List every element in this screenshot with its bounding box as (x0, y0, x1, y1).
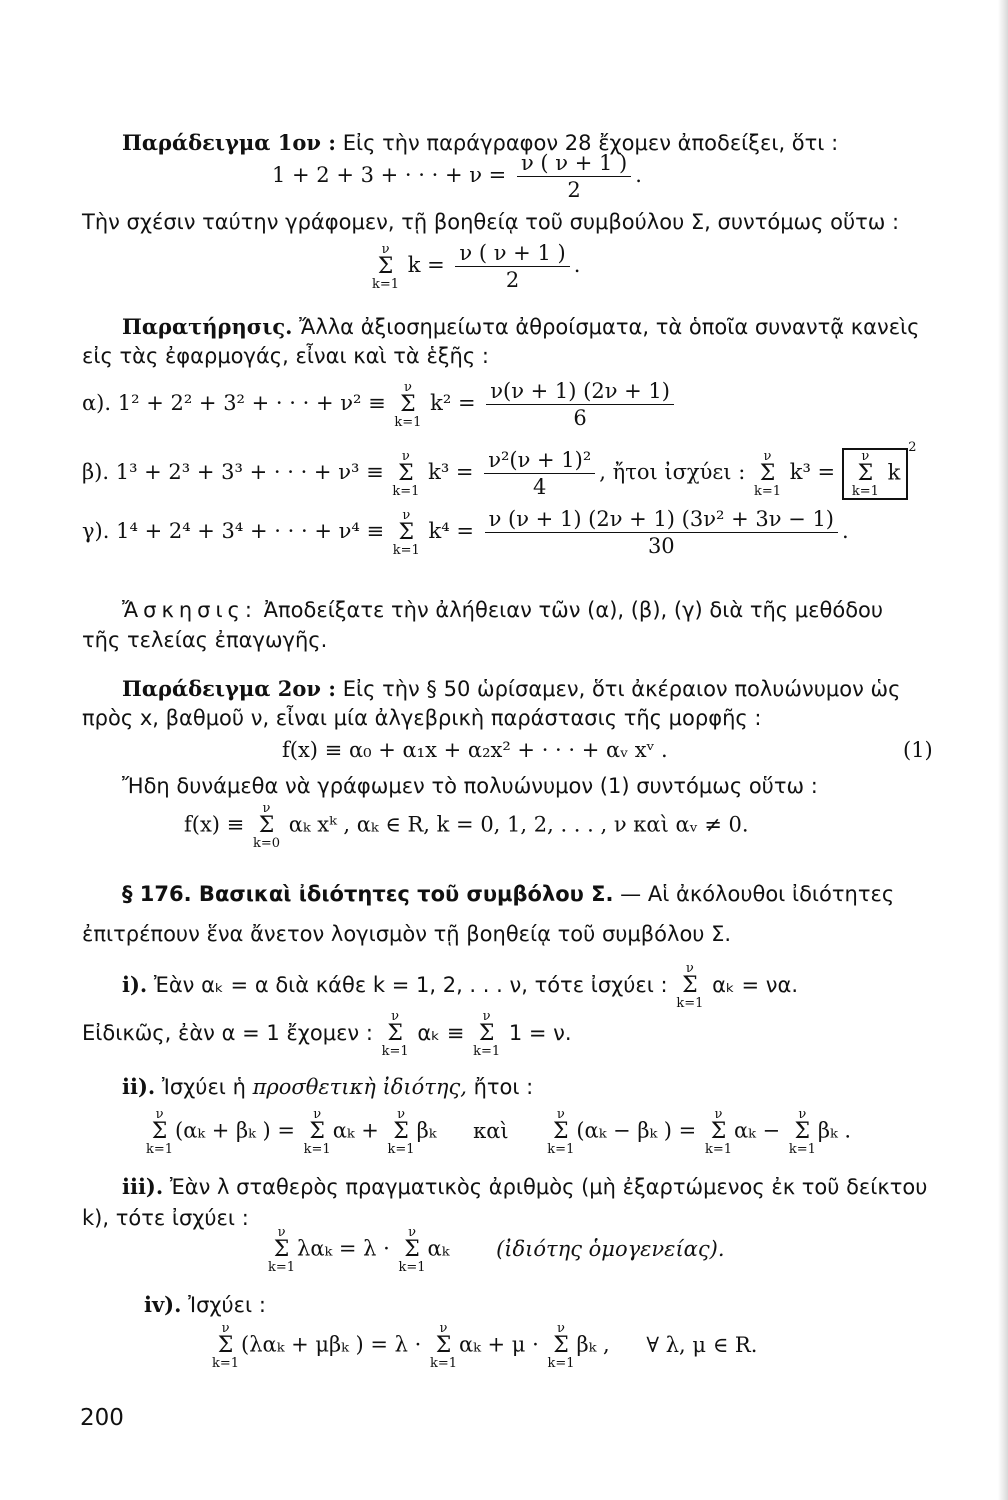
sigma-symbol: ν Σ k=1 (547, 1107, 575, 1157)
section-title: § 176. Βασικαὶ ἰδιότητες τοῦ συμβόλου Σ. (122, 882, 614, 906)
sigma-symbol: ν Σ k=1 (303, 1107, 331, 1157)
page-edge-shadow (998, 0, 1008, 1500)
remark-label: Παρατήρησις. (122, 314, 293, 339)
formula-lhs: 1 + 2 + 3 + · · · + ν = (272, 163, 507, 187)
sigma-symbol: ν Σ k=1 (387, 1107, 415, 1157)
linearity-formula: ν Σ k=1 (λαₖ + μβₖ ) = λ · ν Σ k=1 αₖ + μ · ν Σ k=1 βₖ , ∀ λ, μ ∈ R. (212, 1321, 758, 1371)
property-iii-line-1: iii). Ἐὰν λ σταθερὸς πραγματικὸς ἀριθμὸς (μὴ ἐξαρτώμενος ἐκ τοῦ δείκτου (122, 1174, 928, 1199)
square-bracket: ν Σ k=1 k (842, 448, 908, 500)
sigma-symbol: ν Σ k=1 (788, 1107, 816, 1157)
formula-beta: β). 1³ + 2³ + 3³ + · · · + ν³ ≡ ν Σ k=1 k³ = $\frac{\text{ν²(ν + 1)²}}{4}$ , ἤτοι ἰσχύει : ν Σ k=1 k³ = ν Σ k=1 $k^2$ (82, 440, 917, 499)
formula-alpha: α). 1² + 2² + 3² + · · · + ν² ≡ ν Σ k=1 k² = $\frac{\nu(\nu + 1) (2\nu + 1)}{6}$ (82, 378, 678, 431)
sigma-symbol: ν Σ k=1 (398, 1225, 426, 1275)
sigma-symbol: ν Σ k=1 (394, 379, 422, 430)
section-line-2: ἐπιτρέπουν ἕνα ἄνετον λογισμὸν τῇ βοηθείᾳ τοῦ συμβόλου Σ. (82, 922, 732, 946)
example-2-line-1: Παράδειγμα 2ον : Εἰς τὴν § 50 ὡρίσαμεν, ὅτι ἀκέραιον πολυώνυμον ὡς (122, 676, 901, 701)
property-ii: ii). Ἰσχύει ἡ προσθετικὴ ἰδιότης, ἤτοι : (122, 1074, 534, 1099)
sigma-symbol: ν Σ k=1 (473, 1009, 501, 1059)
exercise-line-2: τῆς τελείας ἐπαγωγῆς. (82, 628, 328, 652)
fraction: $\frac{\text{ν²(ν + 1)²}}{4}$ (484, 447, 595, 500)
remark-line-2: εἰς τὰς ἐφαρμογάς, εἶναι καὶ τὰ ἑξῆς : (82, 344, 489, 368)
fraction: $\frac{\nu ( \nu + 1 )}{2}$ (455, 240, 569, 293)
sigma-symbol: ν Σ k=1 (381, 1009, 409, 1059)
formula-gamma: γ). 1⁴ + 2⁴ + 3⁴ + · · · + ν⁴ ≡ ν Σ k=1 k⁴ = $\frac{\text{ν (ν + 1) (2ν + 1) (3ν² + 3ν − 1)}}{30}$ . (82, 507, 849, 558)
homogeneity-formula: ν Σ k=1 λαₖ = λ · ν Σ k=1 αₖ (ἰδιότης ὁμογενείας). (268, 1225, 725, 1275)
polynomial-formula: f(x) ≡ α₀ + α₁x + α₂x² + · · · + αᵥ xᵛ . (282, 738, 668, 762)
sigma-symbol: ν Σ k=1 (753, 448, 782, 499)
example-2-line-2: πρὸς x, βαθμοῦ ν, εἶναι μία ἀλγεβρικὴ παράστασις τῆς μορφῆς : (82, 706, 762, 730)
exercise-line-1: Ἄσκησις: Ἀποδείξατε τὴν ἀλήθειαν τῶν (α), (β), (γ) διὰ τῆς μεθόδου (122, 598, 884, 622)
sigma-symbol: ν Σ k=1 (429, 1321, 457, 1371)
fraction: $\frac{\nu(\nu + 1) (2\nu + 1)}{6}$ (486, 378, 674, 431)
example-2-label: Παράδειγμα 2ον : (122, 676, 337, 701)
special-case: Εἰδικῶς, ἐὰν α = 1 ἔχομεν : ν Σ k=1 αₖ ≡ ν Σ k=1 1 = ν. (82, 1009, 572, 1059)
numerator: ν ( ν + 1 ) (517, 150, 631, 177)
section-heading-line: § 176. Βασικαὶ ἰδιότητες τοῦ συμβόλου Σ. — Αἱ ἀκόλουθοι ἰδιότητες (122, 882, 895, 906)
sigma-symbol: ν Σ k=1 (392, 507, 420, 558)
fraction (517, 150, 631, 203)
sigma-symbol: ν Σ k=1 (372, 241, 400, 292)
denominator: 2 (567, 178, 581, 202)
sigma-symbol: ν Σ k=1 (851, 448, 879, 499)
relation-text: Τὴν σχέσιν ταύτην γράφομεν, τῇ βοηθείᾳ τοῦ συμβούλου Σ, συντόμως οὕτω : (82, 210, 900, 234)
exercise-label: Ἄσκησις: (122, 598, 257, 622)
sigma-symbol: ν Σ k=1 (212, 1321, 240, 1371)
page-number: 200 (80, 1405, 124, 1431)
fraction: $\frac{\text{ν (ν + 1) (2ν + 1) (3ν² + 3ν − 1)}}{30}$ (485, 506, 838, 559)
property-i: i). Ἐὰν αₖ = α διὰ κάθε k = 1, 2, . . . ν, τότε ἰσχύει : ν Σ k=1 αₖ = να. (122, 961, 799, 1011)
formula-lhs: 1² + 2² + 3² + · · · + ν² ≡ (117, 391, 386, 415)
remark-line-1: Παρατήρησις. Ἄλλα ἀξιοσημείωτα ἀθροίσματα, τὰ ὁποῖα συναντᾷ κανεὶς (122, 314, 920, 339)
sum-formula: ν Σ k=1 k = $\frac{\nu ( \nu + 1 )}{2}$ . (372, 241, 581, 292)
property-iv: iv). Ἰσχύει : (144, 1292, 266, 1317)
sigma-symbol: ν Σ k=1 (704, 1107, 732, 1157)
formula-label: α). (82, 391, 112, 415)
additive-formula: ν Σ k=1 (αₖ + βₖ ) = ν Σ k=1 αₖ + ν Σ k=1 βₖ καὶ ν Σ k=1 (αₖ − βₖ ) = ν Σ k=1 αₖ − ν Σ k=1 βₖ . (146, 1107, 852, 1157)
sigma-symbol: ν Σ k=1 (392, 448, 420, 499)
sigma-symbol: ν Σ k=1 (676, 961, 704, 1011)
example-2-line-3: Ἤδη δυνάμεθα νὰ γράφωμεν τὸ πολυώνυμον (1) συντόμως οὕτω : (122, 774, 818, 798)
sigma-symbol: ν Σ k=1 (268, 1225, 296, 1275)
example-1-formula: 1 + 2 + 3 + · · · + ν = $\frac{\nu ( \nu + 1 )}{2}$ . (272, 151, 642, 202)
sigma-symbol: ν Σ k=1 (146, 1107, 174, 1157)
sigma-symbol: ν Σ k=0 (252, 801, 281, 851)
property-iii-line-2: k), τότε ἰσχύει : (82, 1206, 249, 1230)
exponent: 2 (908, 440, 917, 455)
equation-number: (1) (903, 738, 933, 762)
polynomial-sum-formula: f(x) ≡ ν Σ k=0 αₖ xᵏ , αₖ ∈ R, k = 0, 1, 2, . . . , ν καὶ αᵥ ≠ 0. (184, 801, 749, 851)
example-1-label: Παράδειγμα 1ον : (122, 130, 337, 155)
formula-lhs: k = (407, 253, 445, 277)
example-1-text: Εἰς τὴν παράγραφον 28 ἔχομεν ἀποδείξει, ὅτι : (336, 131, 839, 155)
sigma-symbol: ν Σ k=1 (547, 1321, 575, 1371)
